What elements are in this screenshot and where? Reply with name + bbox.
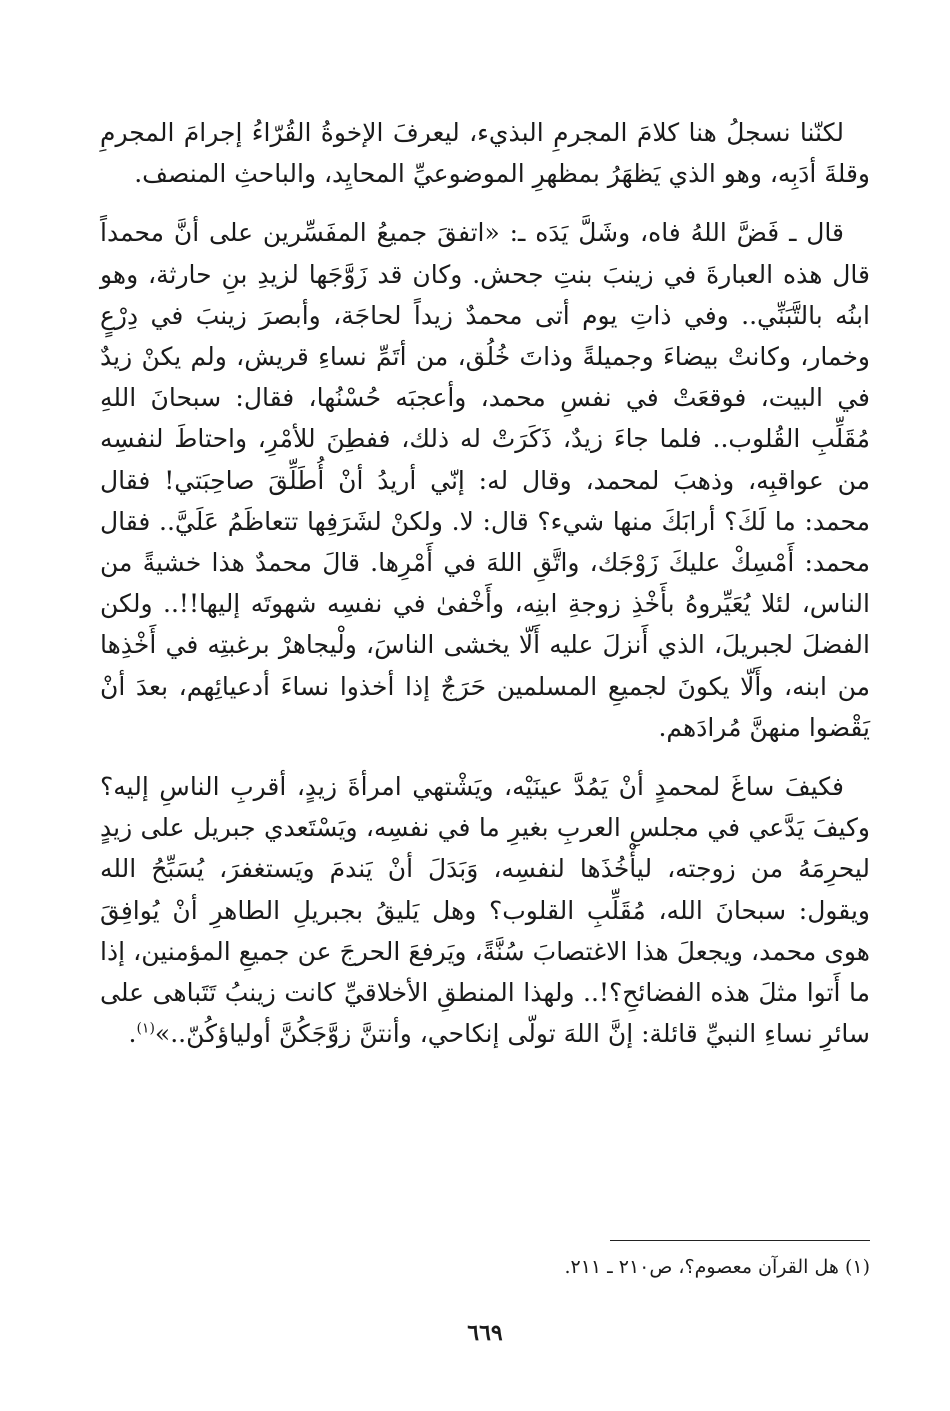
footnote-divider	[610, 1240, 870, 1241]
paragraph-rebuttal-end: .	[128, 1019, 137, 1049]
paragraph-intro-text: لكنّنا نسجلُ هنا كلامَ المجرمِ البذيء، ليعرفَ الإخوةُ القُرّاءُ إجرامَ المجرمِ وقلةَ أدَبِه، وهو الذي يَظهَرُ بمظهرِ الموضوعيِّ المحايِد، والباحثِ المنصف.	[100, 118, 870, 189]
footnote-marker: (١)	[136, 1020, 155, 1037]
book-page	[100, 112, 870, 1372]
paragraph-rebuttal	[100, 766, 870, 1054]
footnote: (١) هل القرآن معصوم؟، ص٢١٠ ـ ٢١١.	[564, 1256, 870, 1278]
page-number: ٦٦٩	[467, 1320, 503, 1346]
paragraph-quote-text: قال ـ فَضَّ اللهُ فاه، وشَلَّ يَدَه ـ: «اتفقَ جميعُ المفَسِّرين على أنَّ محمداً قال هذه العبارةَ في زينبَ بنتِ جحش. وكان قد زَوَّجَها لزيدِ بنِ حارثة، وهو ابنُه بالتَّبَنِّي.. وفي ذاتِ يوم أتى محمدٌ زيداً لحاجَة، وأبصرَ زينبَ في دِرْعٍ وخمار، وكانتْ بيضاءَ وجميلةً وذاتَ خُلُق، من أتَمِّ نساءِ قريش، ولم يكنْ زيدٌ في البيت، فوقعَتْ في نفسِ محمد، وأعجبَه حُسْنُها، فقال: سبحانَ اللهِ مُقَلِّبِ القُلوب.. فلما جاءَ زيدٌ، ذَكَرَتْ له ذلك، ففطِنَ للأمْرِ، واحتاطَ لنفسِه من عواقبِه، وذهبَ لمحمد، وقال له: إنّي أريدُ أنْ أُطَلِّقَ صاحِبَتي! فقال محمد: ما لَكَ؟ أرابَكَ منها شيء؟ قال: لا. ولكنْ لشَرَفِها تتعاظَمُ عَلَيَّ.. فقال محمد: أَمْسِكْ عليكَ زَوْجَك، واتَّقِ اللهَ في أَمْرِها. قالَ محمدٌ هذا خشيةً من الناس، لئلا يُعَيِّروهُ بأَخْذِ زوجةِ ابنِه، وأَخْفىٰ في نفسِه شهوتَه إليها!!.. ولكن الفضلَ لجبريلَ، الذي أَنزلَ عليه أَلّا يخشى الناسَ، ولْيجاهرْ برغبتِه في أَخْذِها من ابنه، وأَلّا يكونَ لجميعِ المسلمين حَرَجٌ إذا أخذوا نساءَ أدعيائِهم، بعدَ أنْ يَقْضوا منهنَّ مُرادَهم.	[100, 218, 870, 742]
paragraph-quote	[100, 212, 870, 748]
paragraph-intro	[100, 112, 870, 194]
paragraph-rebuttal-text: فكيفَ ساغَ لمحمدٍ أنْ يَمُدَّ عينَيْه، ويَشْتهي امرأةَ زيدٍ، أقربِ الناسِ إليه؟ وكيفَ يَدَّعي في مجلسِ العربِ بغيرِ ما في نفسِه، ويَسْتَعدي جبريل على زيدٍ ليحرِمَهُ من زوجته، ليأْخُذَها لنفسِه، وَبَدَلَ أنْ يَندمَ ويَستغفرَ، يُسَبِّحُ الله ويقول: سبحانَ الله، مُقَلِّبِ القلوب؟ وهل يَليقُ بجبريلِ الطاهرِ أنْ يُوافِقَ هوى محمد، ويجعلَ هذا الاغتصابَ سُنَّةً، ويَرفعَ الحرجَ عن جميعِ المؤمنين، إذا ما أَتوا مثلَ هذه الفضائحِ؟!.. ولهذا المنطقِ الأخلاقيِّ كانت زينبُ تَتَباهى على سائرِ نساءِ النبيِّ قائلة: إنَّ اللهَ تولّى إنكاحي، وأنتنَّ زوَّجَكُنَّ أولياؤكُنّ..»	[100, 772, 870, 1049]
